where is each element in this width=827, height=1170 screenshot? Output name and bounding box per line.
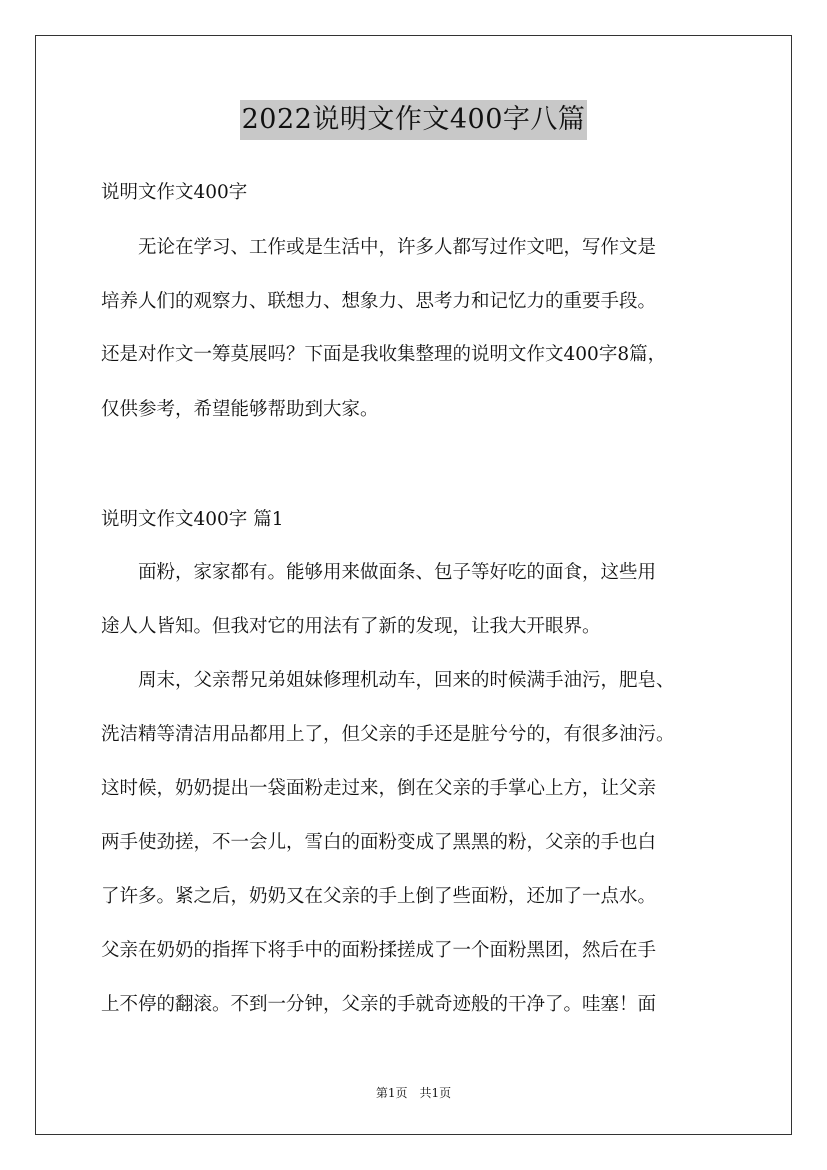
body-line: 途人人皆知。但我对它的用法有了新的发现，让我大开眼界。 xyxy=(101,616,601,637)
intro-line: 还是对作文一筹莫展吗？下面是我收集整理的说明文作文400字8篇， xyxy=(101,344,667,365)
body-line: 洗洁精等清洁用品都用上了，但父亲的手还是脏兮兮的，有很多油污。 xyxy=(101,724,675,745)
body-line: 面粉，家家都有。能够用来做面条、包子等好吃的面食，这些用 xyxy=(101,562,657,583)
intro-line: 培养人们的观察力、联想力、想象力、思考力和记忆力的重要手段。 xyxy=(101,291,657,312)
body-line: 上不停的翻滚。不到一分钟，父亲的手就奇迹般的干净了。哇塞！面 xyxy=(101,994,657,1015)
title-container xyxy=(0,100,827,140)
intro-heading: 说明文作文400字 xyxy=(101,182,248,203)
body-line: 父亲在奶奶的指挥下将手中的面粉揉搓成了一个面粉黑团，然后在手 xyxy=(101,940,657,961)
body-line: 周末，父亲帮兄弟姐妹修理机动车，回来的时候满手油污，肥皂、 xyxy=(101,670,675,691)
document-title: 2022说明文作文400字八篇 xyxy=(240,100,588,140)
page-footer: 第1页 共1页 xyxy=(375,1086,452,1100)
body-line: 两手使劲搓，不一会儿，雪白的面粉变成了黑黑的粉，父亲的手也白 xyxy=(101,832,657,853)
body-line: 这时候，奶奶提出一袋面粉走过来，倒在父亲的手掌心上方，让父亲 xyxy=(101,778,657,799)
section1-heading: 说明文作文400字 篇1 xyxy=(101,509,284,530)
body-line: 了许多。紧之后，奶奶又在父亲的手上倒了些面粉，还加了一点水。 xyxy=(101,886,657,907)
intro-line: 无论在学习、工作或是生活中，许多人都写过作文吧，写作文是 xyxy=(101,237,657,258)
intro-line: 仅供参考，希望能够帮助到大家。 xyxy=(101,399,379,420)
